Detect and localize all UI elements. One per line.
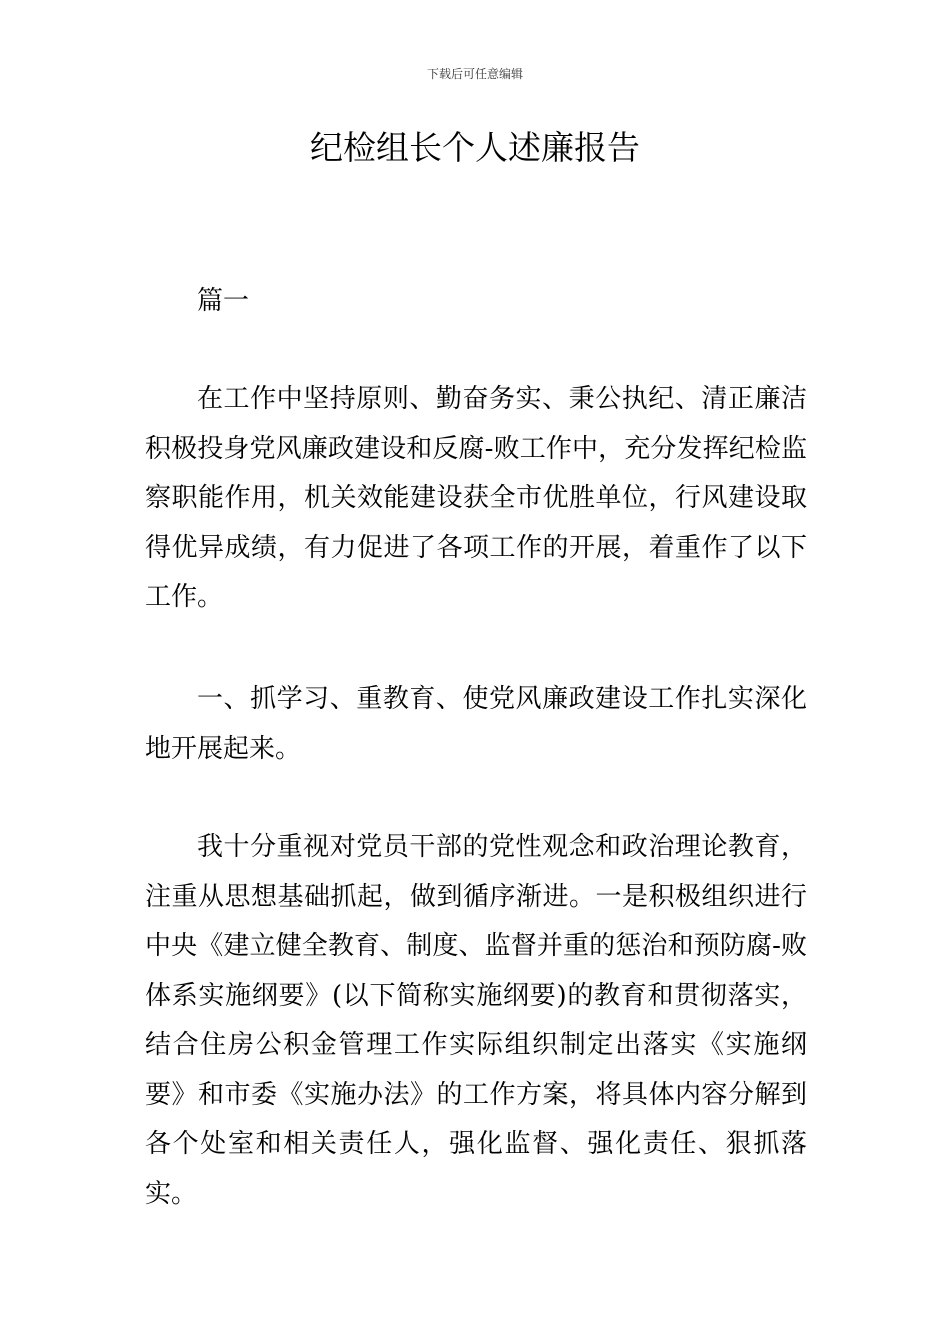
document-title: 纪检组长个人述廉报告: [310, 128, 640, 167]
section-heading-1: 一、抓学习、重教育、使党风廉政建设工作扎实深化地开展起来。: [145, 684, 807, 764]
header-note: 下载后可任意编辑: [426, 67, 523, 81]
section-label: 篇一: [197, 286, 250, 316]
intro-paragraph: 在工作中坚持原则、勤奋务实、秉公执纪、清正廉洁积极投身党风廉政建设和反腐-败工作中，充分发挥纪检监察职能作用，机关效能建设获全市优胜单位，行风建设取得优异成绩，有力促进了各项工作的开展，着重作了以下工作。: [145, 384, 807, 612]
body-paragraph-1: 我十分重视对党员干部的党性观念和政治理论教育，注重从思想基础抓起，做到循序渐进。一是积极组织进行中央《建立健全教育、制度、监督并重的惩治和预防腐-败体系实施纲要》(以下简称实施纲要)的教育和贯彻落实，结合住房公积金管理工作实际组织制定出落实《实施纲要》和市委《实施办法》的工作方案，将具体内容分解到各个处室和相关责任人，强化监督、强化责任、狠抓落实。: [145, 832, 807, 1209]
